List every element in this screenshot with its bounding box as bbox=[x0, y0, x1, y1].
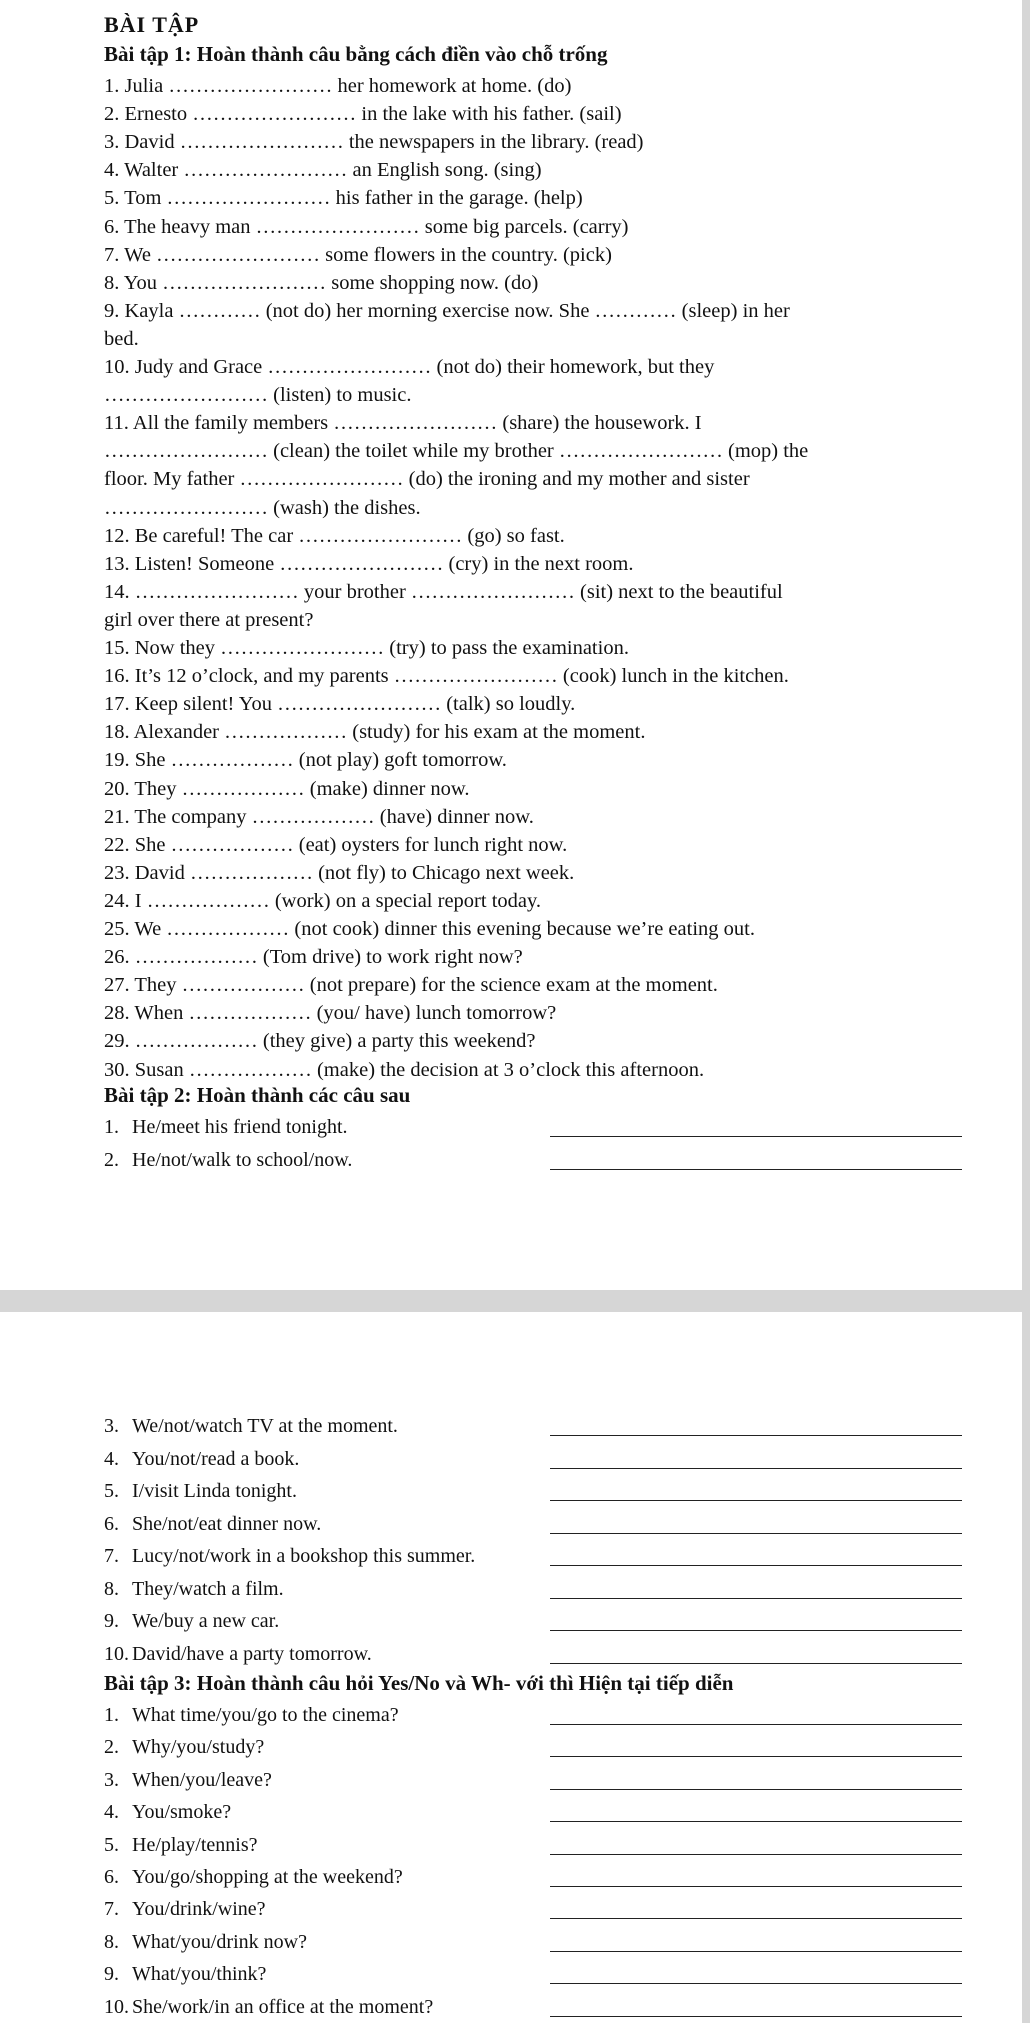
exercise-1-line: 21. The company ……………… (have) dinner now. bbox=[104, 805, 534, 828]
exercise-1-line: 25. We ……………… (not cook) dinner this evening because we’re eating out. bbox=[104, 918, 755, 940]
exercise-1-line: 20. They ……………… (make) dinner now. bbox=[104, 777, 470, 800]
exercise-3-item-prompt: She/work/in an office at the moment? bbox=[132, 1995, 434, 2018]
exercise-1-line: 28. When ……………… (you/ have) lunch tomorrow? bbox=[104, 1002, 557, 1025]
page-divider bbox=[0, 1290, 1030, 1312]
exercise-2-item-prompt: He/not/walk to school/now. bbox=[132, 1148, 353, 1171]
exercise-2-item bbox=[104, 1643, 864, 1667]
exercise-1-line: 17. Keep silent! You …………………… (talk) so loudly. bbox=[104, 693, 576, 716]
page-edge-shadow bbox=[1022, 0, 1030, 2023]
exercise-2-item-number: 2. bbox=[104, 1148, 119, 1171]
worksheet-title: BÀI TẬP bbox=[104, 12, 200, 37]
exercise-3-answer-line[interactable] bbox=[550, 1756, 962, 1757]
exercise-3-item-number: 3. bbox=[104, 1768, 119, 1791]
exercise-1-line: 8. You …………………… some shopping now. (do) bbox=[104, 271, 539, 294]
exercise-2-item-prompt: She/not/eat dinner now. bbox=[132, 1512, 322, 1535]
exercise-3-item-prompt: When/you/leave? bbox=[132, 1768, 272, 1791]
exercise-2-item-prompt: I/visit Linda tonight. bbox=[132, 1480, 297, 1502]
worksheet-page-2 bbox=[0, 1312, 1022, 2023]
exercise-3-heading: Bài tập 3: Hoàn thành câu hỏi Yes/No và Wh- với thì Hiện tại tiếp diễn bbox=[104, 1671, 734, 1695]
exercise-1-line: 18. Alexander ……………… (study) for his exam at the moment. bbox=[104, 721, 646, 744]
exercise-3-item bbox=[104, 1736, 864, 1760]
exercise-1-line: …………………… (clean) the toilet while my brother …………………… (mop) the bbox=[104, 440, 809, 463]
exercise-3-answer-line[interactable] bbox=[550, 1886, 962, 1887]
exercise-3-item-prompt: You/smoke? bbox=[132, 1801, 232, 1824]
exercise-2-item-number: 9. bbox=[104, 1610, 119, 1632]
exercise-3-item-number: 7. bbox=[104, 1898, 119, 1921]
exercise-3-item bbox=[104, 1898, 864, 1922]
exercise-1-line: 24. I ……………… (work) on a special report today. bbox=[104, 889, 542, 912]
exercise-2-item-number: 5. bbox=[104, 1480, 119, 1502]
exercise-3-item bbox=[104, 1963, 864, 1987]
exercise-2-answer-line[interactable] bbox=[550, 1598, 962, 1599]
exercise-3-item bbox=[104, 1769, 864, 1793]
exercise-3-item-number: 8. bbox=[104, 1930, 119, 1953]
exercise-3-item-prompt: What/you/drink now? bbox=[132, 1930, 307, 1953]
exercise-2-item-prompt: David/have a party tomorrow. bbox=[132, 1642, 372, 1665]
exercise-2-item bbox=[104, 1448, 864, 1472]
exercise-3-answer-line[interactable] bbox=[550, 1918, 962, 1919]
exercise-2-answer-line[interactable] bbox=[550, 1468, 962, 1469]
exercise-1-line: 5. Tom …………………… his father in the garage. (help) bbox=[104, 187, 583, 210]
exercise-3-item-number: 5. bbox=[104, 1833, 119, 1856]
exercise-2-item-number: 1. bbox=[104, 1116, 119, 1138]
exercise-3-item-number: 2. bbox=[104, 1736, 119, 1759]
exercise-3-item-number: 1. bbox=[104, 1704, 119, 1726]
exercise-1-line: bed. bbox=[104, 327, 139, 350]
exercise-3-answer-line[interactable] bbox=[550, 1854, 962, 1855]
exercise-2-item-number: 6. bbox=[104, 1512, 119, 1535]
exercise-3-item bbox=[104, 1801, 864, 1825]
exercise-2-answer-line[interactable] bbox=[550, 1565, 962, 1566]
exercise-2-item-prompt: We/buy a new car. bbox=[132, 1610, 280, 1632]
exercise-3-item-prompt: You/drink/wine? bbox=[132, 1898, 266, 1921]
exercise-2-item bbox=[104, 1149, 864, 1173]
exercise-2-item-number: 8. bbox=[104, 1577, 119, 1600]
exercise-1-line: 3. David …………………… the newspapers in the library. (read) bbox=[104, 131, 644, 154]
exercise-1-line: 26. ……………… (Tom drive) to work right now? bbox=[104, 946, 523, 969]
exercise-1-line: 12. Be careful! The car …………………… (go) so fast. bbox=[104, 524, 565, 547]
exercise-3-item-prompt: He/play/tennis? bbox=[132, 1833, 258, 1856]
exercise-2-answer-line[interactable] bbox=[550, 1169, 962, 1170]
exercise-2-answer-line[interactable] bbox=[550, 1435, 962, 1436]
exercise-2-item-number: 10. bbox=[104, 1642, 129, 1665]
exercise-1-line: 22. She ……………… (eat) oysters for lunch right now. bbox=[104, 833, 568, 856]
exercise-2-item bbox=[104, 1415, 864, 1439]
exercise-1-line: 13. Listen! Someone …………………… (cry) in the next room. bbox=[104, 552, 634, 575]
exercise-1-line: …………………… (wash) the dishes. bbox=[104, 496, 421, 519]
exercise-3-item-number: 4. bbox=[104, 1801, 119, 1824]
exercise-3-item bbox=[104, 1704, 864, 1728]
exercise-1-line: 15. Now they …………………… (try) to pass the examination. bbox=[104, 637, 629, 659]
exercise-1-line: …………………… (listen) to music. bbox=[104, 384, 412, 407]
exercise-2-heading: Bài tập 2: Hoàn thành các câu sau bbox=[104, 1083, 411, 1107]
exercise-1-line: girl over there at present? bbox=[104, 608, 314, 631]
exercise-1-line: 29. ……………… (they give) a party this weekend? bbox=[104, 1030, 536, 1053]
exercise-3-answer-line[interactable] bbox=[550, 1821, 962, 1822]
exercise-3-answer-line[interactable] bbox=[550, 2016, 962, 2017]
exercise-3-item bbox=[104, 1931, 864, 1955]
exercise-2-item bbox=[104, 1513, 864, 1537]
exercise-2-answer-line[interactable] bbox=[550, 1533, 962, 1534]
exercise-2-item bbox=[104, 1578, 864, 1602]
exercise-3-item-number: 9. bbox=[104, 1963, 119, 1986]
exercise-2-answer-line[interactable] bbox=[550, 1136, 962, 1137]
exercise-1-line: 11. All the family members …………………… (share) the housework. I bbox=[104, 412, 702, 435]
exercise-2-item-prompt: We/not/watch TV at the moment. bbox=[132, 1415, 398, 1437]
exercise-1-heading: Bài tập 1: Hoàn thành câu bằng cách điền vào chỗ trống bbox=[104, 42, 608, 66]
exercise-3-item-number: 6. bbox=[104, 1866, 119, 1888]
exercise-1-line: 27. They ……………… (not prepare) for the science exam at the moment. bbox=[104, 974, 718, 997]
exercise-2-item-number: 4. bbox=[104, 1447, 119, 1470]
exercise-2-item-number: 7. bbox=[104, 1545, 119, 1567]
exercise-2-answer-line[interactable] bbox=[550, 1630, 962, 1631]
exercise-2-item-prompt: They/watch a film. bbox=[132, 1577, 284, 1600]
exercise-2-answer-line[interactable] bbox=[550, 1500, 962, 1501]
exercise-2-item-prompt: Lucy/not/work in a bookshop this summer. bbox=[132, 1545, 476, 1567]
exercise-1-line: 4. Walter …………………… an English song. (sing) bbox=[104, 159, 542, 182]
exercise-2-item-prompt: You/not/read a book. bbox=[132, 1447, 300, 1470]
exercise-3-item bbox=[104, 1866, 864, 1890]
exercise-1-line: 7. We …………………… some flowers in the country. (pick) bbox=[104, 243, 612, 266]
exercise-1-line: 9. Kayla ………… (not do) her morning exercise now. She ………… (sleep) in her bbox=[104, 299, 790, 322]
exercise-1-line: 6. The heavy man …………………… some big parcels. (carry) bbox=[104, 215, 629, 238]
exercise-2-answer-line[interactable] bbox=[550, 1663, 962, 1664]
exercise-2-item bbox=[104, 1116, 864, 1140]
exercise-3-answer-line[interactable] bbox=[550, 1724, 962, 1725]
exercise-1-line: 19. She ……………… (not play) goft tomorrow. bbox=[104, 749, 507, 772]
exercise-3-item-prompt: Why/you/study? bbox=[132, 1736, 265, 1759]
exercise-3-item-number: 10. bbox=[104, 1995, 129, 2018]
exercise-2-item-number: 3. bbox=[104, 1415, 119, 1437]
exercise-3-item-prompt: What time/you/go to the cinema? bbox=[132, 1704, 399, 1726]
exercise-1-line: 2. Ernesto …………………… in the lake with his father. (sail) bbox=[104, 103, 622, 126]
exercise-2-item bbox=[104, 1610, 864, 1634]
exercise-2-item-prompt: He/meet his friend tonight. bbox=[132, 1116, 348, 1138]
exercise-3-item bbox=[104, 1996, 864, 2020]
exercise-1-line: 16. It’s 12 o’clock, and my parents …………………… (cook) lunch in the kitchen. bbox=[104, 665, 789, 688]
exercise-3-answer-line[interactable] bbox=[550, 1789, 962, 1790]
exercise-3-item-prompt: What/you/think? bbox=[132, 1963, 267, 1986]
exercise-3-answer-line[interactable] bbox=[550, 1951, 962, 1952]
exercise-1-line: 10. Judy and Grace …………………… (not do) their homework, but they bbox=[104, 356, 715, 378]
exercise-1-line: 30. Susan ……………… (make) the decision at 3 o’clock this afternoon. bbox=[104, 1058, 705, 1081]
exercise-1-line: 14. …………………… your brother …………………… (sit) next to the beautiful bbox=[104, 580, 783, 603]
exercise-1-line: 1. Julia …………………… her homework at home. (do) bbox=[104, 75, 572, 97]
exercise-1-line: 23. David ……………… (not fly) to Chicago next week. bbox=[104, 861, 575, 884]
exercise-3-item-prompt: You/go/shopping at the weekend? bbox=[132, 1866, 403, 1888]
exercise-2-item bbox=[104, 1545, 864, 1569]
exercise-2-item bbox=[104, 1480, 864, 1504]
exercise-1-line: floor. My father …………………… (do) the ironing and my mother and sister bbox=[104, 468, 750, 491]
exercise-3-item bbox=[104, 1834, 864, 1858]
exercise-3-answer-line[interactable] bbox=[550, 1983, 962, 1984]
